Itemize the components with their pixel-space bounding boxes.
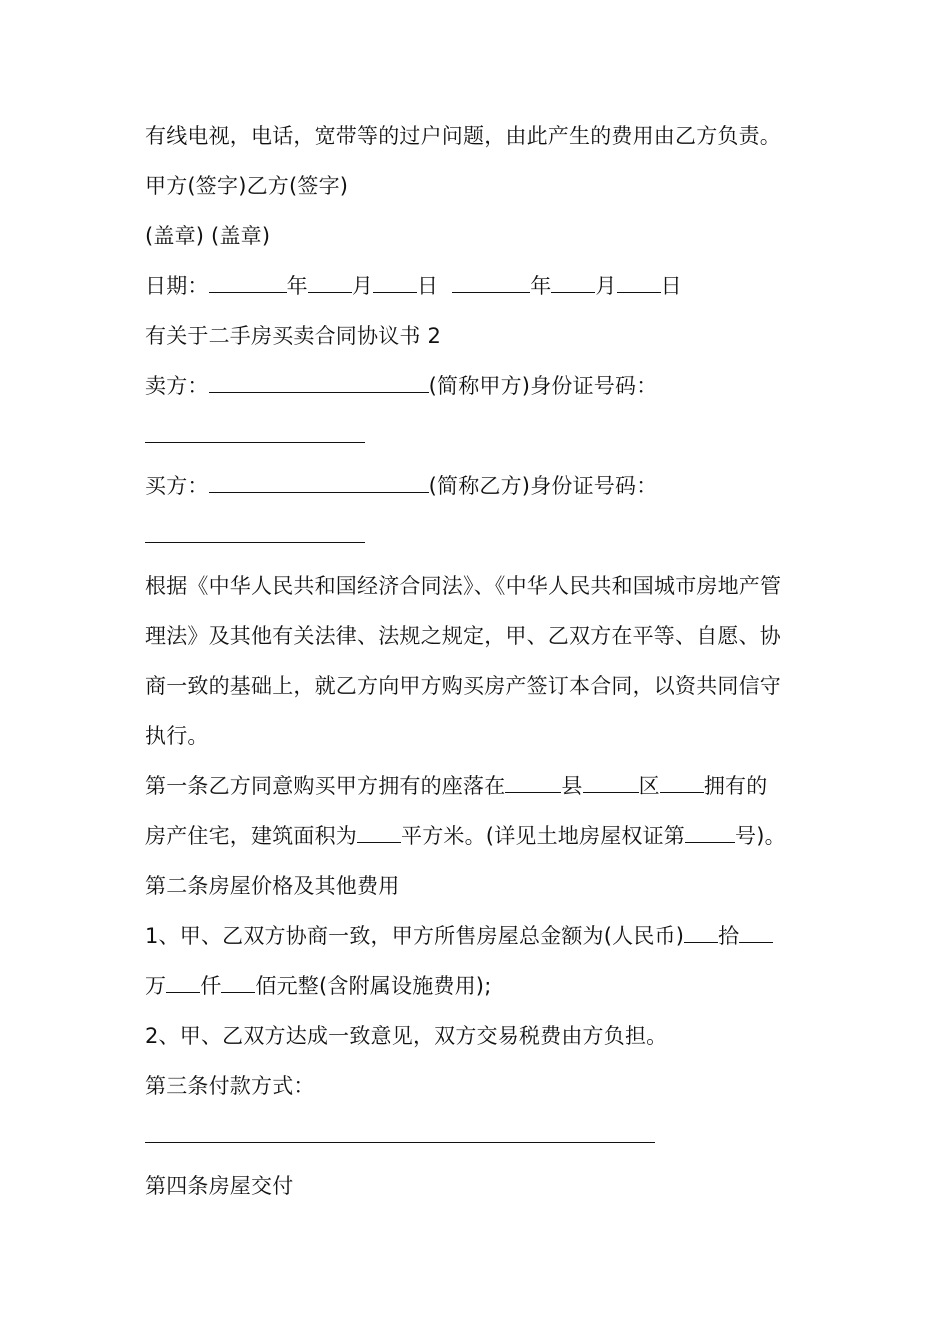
buyer-id-blank[interactable] xyxy=(145,542,365,543)
month-text-2: 月 xyxy=(595,274,617,298)
date-label: 日期： xyxy=(145,274,209,298)
price-text-a: 1、甲、乙双方协商一致，甲方所售房屋总金额为(人民币) xyxy=(145,924,685,948)
payment-method-blank[interactable] xyxy=(145,1142,655,1143)
article-1-text-f: 平方米。(详见土地房屋权证第 xyxy=(401,824,685,848)
district-text: 区 xyxy=(638,774,660,798)
price-text-b: 拾 xyxy=(718,924,740,948)
day-text-2: 日 xyxy=(660,274,682,298)
year-text-1: 年 xyxy=(286,274,308,298)
price-blank-4[interactable] xyxy=(221,972,255,993)
seller-line xyxy=(145,372,657,400)
month-blank-2[interactable] xyxy=(551,272,595,293)
intro-line-3: 商一致的基础上，就乙方向甲方购买房产签订本合同，以资共同信守 xyxy=(145,674,781,698)
intro-line-2: 理法》及其他有关法律、法规之规定，甲、乙双方在平等、自愿、协 xyxy=(145,624,781,648)
buyer-name-blank[interactable] xyxy=(209,472,429,493)
buyer-id-label: (简称乙方)身份证号码： xyxy=(428,474,658,498)
article-1-text-a: 第一条乙方同意购买甲方拥有的座落在 xyxy=(145,774,506,798)
article-2-p2: 2、甲、乙双方达成一致意见，双方交易税费由方负担。 xyxy=(145,1024,668,1048)
article-1-line-1 xyxy=(145,772,767,800)
date-line xyxy=(145,272,682,300)
article-1-text-e: 房产住宅，建筑面积为 xyxy=(145,824,357,848)
day-blank-2[interactable] xyxy=(617,272,661,293)
article-3-title: 第三条付款方式： xyxy=(145,1074,315,1098)
location-blank[interactable] xyxy=(660,772,704,793)
article-2-p1-line-2 xyxy=(145,972,491,1000)
text-line-utilities: 有线电视，电话，宽带等的过户问题，由此产生的费用由乙方负责。 xyxy=(145,124,781,148)
intro-line-1: 根据《中华人民共和国经济合同法》、《中华人民共和国城市房地产管 xyxy=(145,574,782,598)
price-text-c: 万 xyxy=(145,974,167,998)
county-blank[interactable] xyxy=(505,772,561,793)
article-2-title: 第二条房屋价格及其他费用 xyxy=(145,874,400,898)
price-text-d: 仟 xyxy=(200,974,222,998)
county-text: 县 xyxy=(561,774,583,798)
seal-line: (盖章) (盖章) xyxy=(145,224,271,248)
section-title: 有关于二手房买卖合同协议书 2 xyxy=(145,324,442,348)
certificate-blank[interactable] xyxy=(685,822,735,843)
price-blank-1[interactable] xyxy=(684,922,718,943)
year-text-2: 年 xyxy=(530,274,552,298)
signature-line: 甲方(签字)乙方(签字) xyxy=(145,174,349,198)
article-1-text-d: 拥有的 xyxy=(703,774,768,798)
intro-line-4: 执行。 xyxy=(145,724,209,748)
month-text-1: 月 xyxy=(351,274,374,298)
buyer-line xyxy=(145,472,657,500)
price-blank-3[interactable] xyxy=(166,972,200,993)
month-blank-1[interactable] xyxy=(308,272,352,293)
seller-id-blank[interactable] xyxy=(145,442,365,443)
article-2-p1-line-1 xyxy=(145,922,773,950)
year-blank-2[interactable] xyxy=(452,272,530,293)
day-text-1: 日 xyxy=(417,274,439,298)
seller-label: 卖方： xyxy=(145,374,209,398)
seller-id-label: (简称甲方)身份证号码： xyxy=(428,374,658,398)
area-blank[interactable] xyxy=(357,822,401,843)
district-blank[interactable] xyxy=(583,772,639,793)
day-blank-1[interactable] xyxy=(373,272,417,293)
article-4-title: 第四条房屋交付 xyxy=(145,1174,294,1198)
article-1-line-2 xyxy=(145,822,786,850)
price-blank-2[interactable] xyxy=(739,922,773,943)
price-text-e: 佰元整(含附属设施费用); xyxy=(255,974,492,998)
year-blank-1[interactable] xyxy=(209,272,287,293)
seller-name-blank[interactable] xyxy=(209,372,429,393)
article-1-text-g: 号)。 xyxy=(735,824,786,848)
buyer-label: 买方： xyxy=(145,474,209,498)
